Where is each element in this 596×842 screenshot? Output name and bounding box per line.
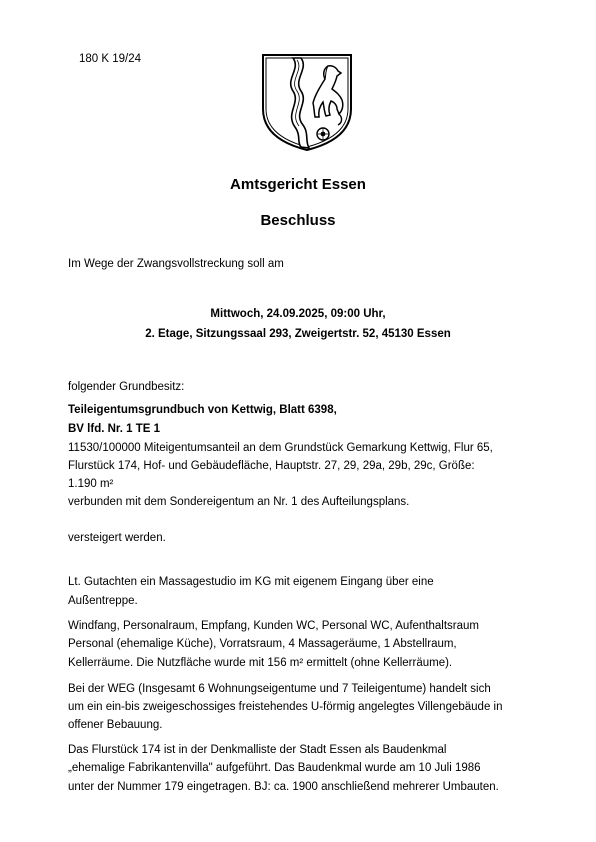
paragraph-line: offener Bebauung. — [68, 719, 163, 731]
versteigert-text: versteigert werden. — [68, 532, 166, 544]
bv-number: BV lfd. Nr. 1 TE 1 — [68, 423, 161, 435]
paragraph-line: Windfang, Personalraum, Empfang, Kunden WC, Personal WC, Aufenthaltsraum — [68, 620, 480, 632]
court-name: Amtsgericht Essen — [230, 176, 366, 193]
document-type: Beschluss — [260, 212, 336, 229]
paragraph-line: Das Flurstück 174 ist in der Denkmalliste der Stadt Essen als Baudenkmal — [68, 744, 447, 756]
paragraph-line: um ein ein-bis zweigeschossiges freistehendes U-förmig angelegtes Villengebäude in — [68, 701, 503, 713]
paragraph-line: Kellerräume. Die Nutzfläche wurde mit 156 m² ermittelt (ohne Kellerräume). — [68, 657, 453, 669]
paragraph-line: Bei der WEG (Insgesamt 6 Wohnungseigentume und 7 Teileigentume) handelt sich — [68, 683, 491, 695]
property-description-line: verbunden mit dem Sondereigentum an Nr. 1 des Aufteilungsplans. — [68, 496, 410, 508]
aktenzeichen: 180 K 19/24 — [79, 53, 142, 65]
property-description-line: 1.190 m² — [68, 478, 114, 490]
nrw-coat-of-arms-icon — [257, 51, 357, 153]
auction-date: Mittwoch, 24.09.2025, 09:00 Uhr, — [210, 308, 386, 320]
property-description-line: Flurstück 174, Hof- und Gebäudefläche, Hauptstr. 27, 29, 29a, 29b, 29c, Größe: — [68, 460, 475, 472]
paragraph-line: Personal (ehemalige Küche), Vorratsraum, 4 Massageräume, 1 Abstellraum, — [68, 638, 457, 650]
auction-location: 2. Etage, Sitzungssaal 293, Zweigertstr. 52, 45130 Essen — [145, 328, 451, 340]
paragraph-line: Außentreppe. — [68, 595, 138, 607]
paragraph-line: „ehemalige Fabrikantenvilla" aufgeführt. Das Baudenkmal wurde am 10 Juli 1986 — [68, 762, 481, 774]
property-description-line: 11530/100000 Miteigentumsanteil an dem Grundstück Gemarkung Kettwig, Flur 65, — [68, 442, 493, 454]
paragraph-line: Lt. Gutachten ein Massagestudio im KG mit eigenem Eingang über eine — [68, 576, 434, 588]
property-intro: folgender Grundbesitz: — [68, 381, 185, 393]
grundbuch-reference: Teileigentumsgrundbuch von Kettwig, Blatt 6398, — [68, 404, 337, 416]
paragraph-line: unter der Nummer 179 eingetragen. BJ: ca. 1900 anschließend mehrerer Umbauten. — [68, 781, 499, 793]
intro-text: Im Wege der Zwangsvollstreckung soll am — [68, 258, 284, 270]
